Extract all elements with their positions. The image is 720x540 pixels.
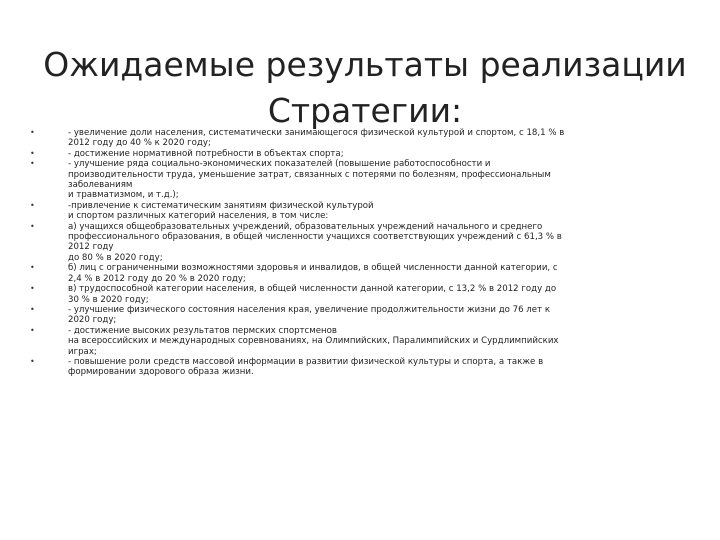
list-item [30,128,678,149]
slide-title-line-2: Стратегии: [267,91,463,131]
list-item [30,263,678,284]
list-item-text: - улучшение физического состояния населения края, увеличение продолжительности жизни до 76 лет к 2020 году; [68,304,551,326]
list-item-text: -привлечение к систематическим занятиям физической культурой и спортом различных категорий населения, в том числе: [68,200,374,222]
list-item-text: - увеличение доли населения, систематически занимающегося физической культурой и спортом, с 18,1 % в 2012 году до 40 % к 2020 году; [68,128,565,149]
list-item [30,221,678,264]
list-item [30,356,678,378]
list-item-text: б) лиц с ограниченными возможностями здоровья и инвалидов, в общей численности данной категории, с 2,4 % в 2012 году до 20 % в 2020 году; [68,263,558,284]
bullet-icon: • [30,263,35,273]
bullet-icon: • [30,159,35,169]
bullet-icon: • [30,221,35,231]
bullet-icon: • [30,148,35,158]
list-item-text: а) учащихся общеобразовательных учреждений, образовательных учреждений начального и среднего профессионального образования, в общей численности учащихся соответствующих учреждений с 61,3 % в 2012 году до 80 % в 2020 году; [68,221,562,263]
bullet-list [30,128,678,378]
list-item [30,304,678,326]
bullet-icon: • [30,200,35,210]
list-item [30,284,678,305]
bullet-icon: • [30,128,35,137]
list-item-text: - повышение роли средств массовой информации в развитии физической культуры и спорта, а также в формировании здорового образа жизни. [68,356,544,378]
list-item [30,159,678,201]
slide-title [30,42,700,134]
list-item-text: - достижение нормативной потребности в объектах спорта; [68,148,344,159]
list-item-text: - достижение высоких результатов пермских спортсменов на всероссийских и международных соревнованиях, на Олимпийских, Паралимпийских и Сурдлимпийских играх; [68,325,559,357]
list-item-text: - улучшение ряда социально-экономических показателей (повышение работоспособности и производительности труда, уменьшение затрат, связанных с потерями по болезням, профессиональным заболеваниям и травматизмом, и т.д.); [68,159,551,201]
bullet-icon: • [30,284,35,294]
bullet-icon: • [30,325,35,335]
bullet-icon: • [30,304,35,314]
list-item [30,200,678,222]
list-item [30,325,678,357]
slide-title-line-1: Ожидаемые результаты реализации [43,45,687,85]
list-item [30,148,678,159]
list-item-text: в) трудоспособной категории населения, в общей численности данной категории, с 13,2 % в 2012 году до 30 % в 2020 году; [68,284,557,305]
bullet-icon: • [30,356,35,366]
